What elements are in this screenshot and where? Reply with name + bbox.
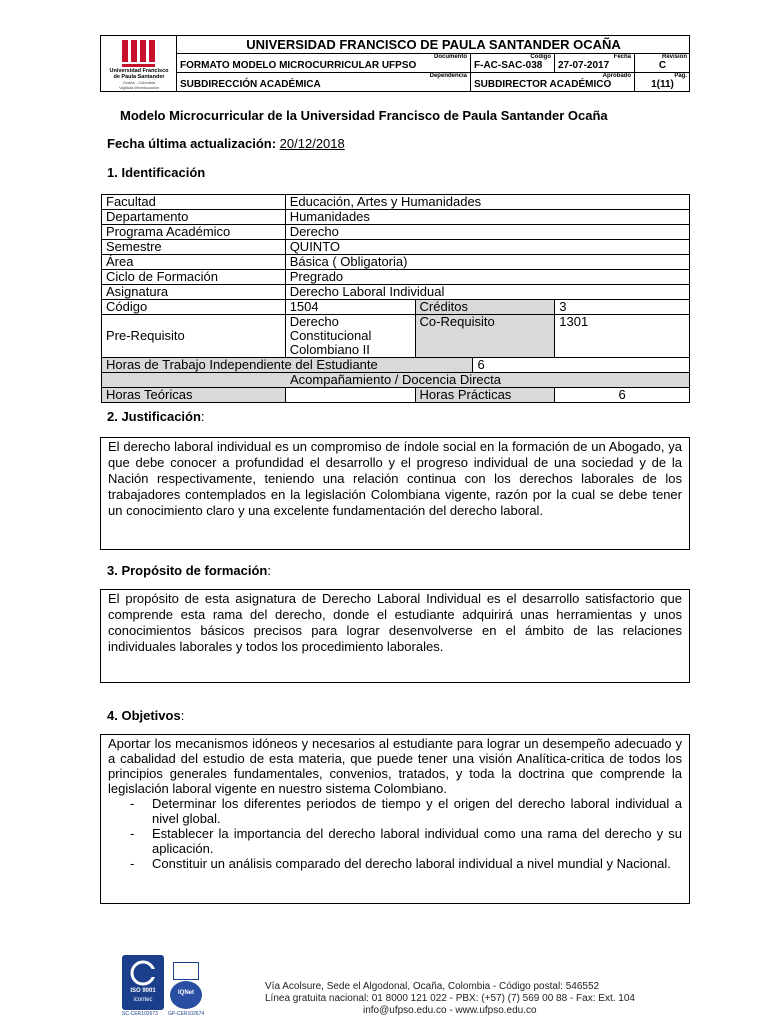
university-logo [109,40,169,90]
acompanamiento-heading: Acompañamiento / Docencia Directa [102,373,690,388]
fecha-actualizacion-value: 20/12/2018 [279,136,345,151]
pagina-value: 1(11) [651,79,674,90]
fecha-actualizacion-label: Fecha última actualización: [107,136,277,151]
identification-table [101,194,690,403]
codigo-value: 1504 [285,300,415,315]
list-item [108,856,682,871]
fecha-actualizacion [107,136,345,151]
aprobado-label: Aprobado [602,73,631,79]
table-row [102,225,690,240]
footer-web: info@ufpso.edu.co - www.ufpso.edu.co [363,1005,537,1016]
certification-swoosh-icon [122,958,164,988]
ufps-logo-mark [122,40,156,68]
table-row [102,300,690,315]
horas-independiente-value: 6 [473,358,690,373]
section-proposito-heading: 3. Propósito de formación [107,563,268,578]
aprobado-cell [471,73,635,91]
certificate-code-1: SC-CER102673 [122,1011,158,1017]
creditos-label: Créditos [415,300,555,315]
facultad-value: Educación, Artes y Humanidades [285,195,689,210]
fecha-value: 27-07-2017 [558,60,610,71]
facultad-label: Facultad [102,195,286,210]
codigo-label: Código [102,300,286,315]
programa-value: Derecho [285,225,689,240]
proposito-text: El propósito de esta asignatura de Derecho Laboral Individual es el desarrollo satisfactorio que comprende esta rama del derecho, donde el estudiante adquirirá unas herramientas y unos conocimientos básicos precisos para lograr desenvolverse en el ámbito de las relaciones individuales laborales y todos los procedimiento laborales. [108,591,682,654]
list-item [108,826,682,856]
objetivos-list [108,796,682,871]
section-objetivos-heading-wrap [107,708,184,723]
semestre-value: QUINTO [285,240,689,255]
revision-value: C [658,60,667,71]
iso-certification-badge [122,955,164,1010]
section-objetivos-heading: 4. Objetivos [107,708,181,723]
bullet: - [130,796,135,811]
horas-practicas-value: 6 [555,388,690,403]
prerequisito-value: Derecho Constitucional Colombiano II [285,315,415,358]
iqnet-label: IQNet [177,990,194,996]
area-value: Básica ( Obligatoria) [285,255,689,270]
table-row [102,388,690,403]
icontec-label: icontec [133,997,153,1003]
horas-teoricas-label: Horas Teóricas [102,388,286,403]
aprobado-value: SUBDIRECTOR ACADÉMICO [474,79,612,90]
corequisito-value: 1301 [555,315,690,358]
table-row [102,210,690,225]
header-row-dependencia [177,73,690,91]
logo-subtext: Vigilada Mineducación [119,85,159,90]
departamento-value: Humanidades [285,210,689,225]
codigo-label: Código [530,54,551,60]
objetivos-intro: Aportar los mecanismos idóneos y necesarios al estudiante para lograr un desempeño adecuado y a cabalidad del estudio de esta materia, que puede tener una visión Analítica-critica de todos los principios generales fundamentales, convenios, tratados, y toda la doctrina que comprende la legislación laboral vigente en nuestro sistema Colombiano. [108,736,682,796]
semestre-label: Semestre [102,240,286,255]
document-title: Modelo Microcurricular de la Universidad Francisco de Paula Santander Ocaña [120,108,608,123]
logo-text-1: Universidad Francisco [109,68,169,74]
pagina-cell [635,73,690,91]
dependencia-label: Dependencia [429,73,467,79]
documento-value: FORMATO MODELO MICROCURRICULAR UFPSO [180,60,417,71]
documento-label: Documento [434,54,467,60]
list-item [108,796,682,826]
ciclo-value: Pregrado [285,270,689,285]
footer-address: Vía Acolsure, Sede el Algodonal, Ocaña, Colombia - Código postal: 546552 [265,981,600,992]
logo-text-2: de Paula Santander [113,74,165,80]
fecha-label: Fecha [613,54,631,60]
footer-contact [265,981,635,1017]
horas-practicas-label: Horas Prácticas [415,388,555,403]
table-row [102,195,690,210]
bullet: - [130,826,135,841]
table-row [102,285,690,300]
table-row [102,358,690,373]
dependencia-cell [177,73,471,91]
iso-label: ISO 9001 [130,988,156,994]
university-name: UNIVERSIDAD FRANCISCO DE PAULA SANTANDER OCAÑA [177,36,690,54]
logo-text-3: Ocaña - Colombia [122,80,156,85]
departamento-label: Departamento [102,210,286,225]
section-justificacion-heading: 2. Justificación [107,409,201,424]
table-row [102,255,690,270]
certificate-code-2: GP-CER102674 [168,1011,205,1017]
pagina-label: Pág. [674,73,687,79]
corequisito-label: Co-Requisito [415,315,555,358]
table-row [102,270,690,285]
objetivo-text: Constituir un análisis comparado del derecho laboral individual a nivel mundial y Nacional. [152,856,671,871]
ciclo-label: Ciclo de Formación [102,270,286,285]
table-row [102,315,690,358]
section-proposito-heading-wrap [107,563,271,578]
revision-label: Revisión [661,54,687,60]
header-row-documento [177,54,690,73]
horas-teoricas-value [285,388,415,403]
objetivo-text: Establecer la importancia del derecho laboral individual como una rama del derecho y su aplicación. [152,826,682,856]
creditos-value: 3 [555,300,690,315]
table-row [102,240,690,255]
proposito-box [100,589,690,683]
prerequisito-label: Pre-Requisito [102,315,286,358]
footer-phone: Línea gratuita nacional: 01 8000 121 022 - PBX: (+57) (7) 569 00 88 - Fax: Ext. 104 [265,993,635,1004]
objetivo-text: Determinar los diferentes periodos de tiempo y el origen del derecho laboral individual a nivel global. [152,796,682,826]
bullet: - [130,856,135,871]
globe-icon [173,962,199,980]
section-justificacion-heading-wrap [107,409,205,424]
codigo-cell [471,54,555,72]
asignatura-value: Derecho Laboral Individual [285,285,689,300]
codigo-value: F-AC-SAC-038 [474,60,543,71]
asignatura-label: Asignatura [102,285,286,300]
area-label: Área [102,255,286,270]
revision-cell [635,54,690,72]
programa-label: Programa Académico [102,225,286,240]
colon: : [267,563,271,578]
logo-cell [101,36,177,91]
colon: : [180,708,185,723]
table-row [102,373,690,388]
documento-cell [177,54,471,72]
fecha-cell [555,54,635,72]
section-identificacion-heading: 1. Identificación [107,165,206,180]
dependencia-value: SUBDIRECCIÓN ACADÉMICA [180,79,321,90]
iqnet-badge [170,981,202,1009]
justificacion-text: El derecho laboral individual es un compromiso de índole social en la formación de un Abogado, ya que debe conocer a profundidad el desarrollo y el progreso individual de una sociedad y de la Nación respectivamente, teniendo una relación continua con los derechos laborales de los trabajadores contemplados en la legislación Colombiana vigente, razón por la cual se debe tener un conocimiento claro y una excelente fundamentación del derecho laboral. [108,439,682,518]
horas-independiente-label: Horas de Trabajo Independiente del Estudiante [102,358,473,373]
objetivos-box [100,734,690,904]
justificacion-box [100,437,690,550]
colon: : [200,409,205,424]
document-header [100,35,690,92]
